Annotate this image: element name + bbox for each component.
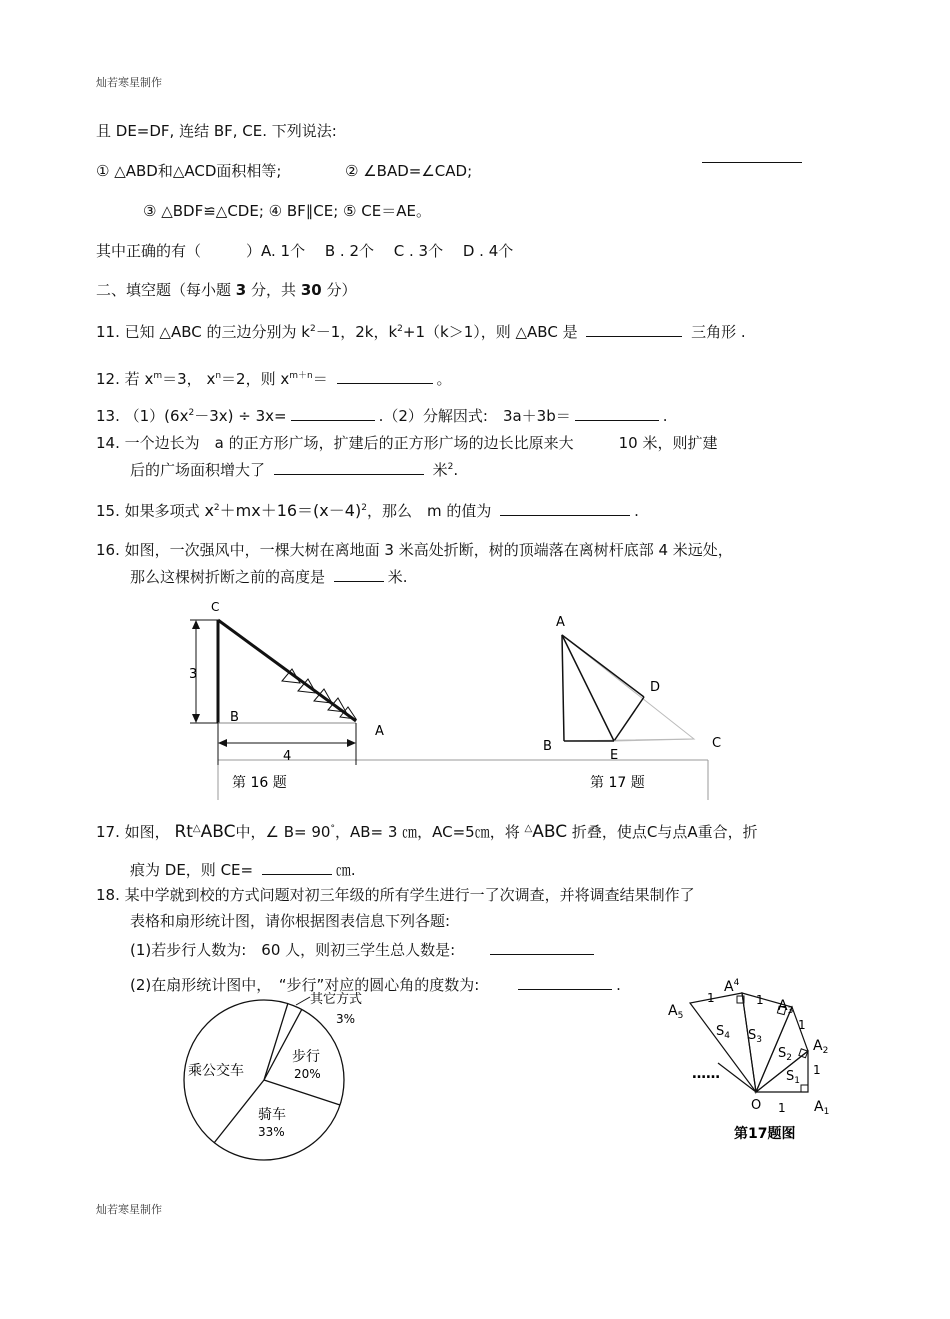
- fig17-side-ab: [562, 635, 564, 741]
- q10-statement-3: ③ △BDF≌△CDE; ④ BF∥CE; ⑤ CE＝AE。: [143, 202, 431, 220]
- spiral-area-s4: $S_4$: [716, 1024, 730, 1041]
- q10-statement-2: ② ∠BAD=∠CAD;: [345, 162, 473, 180]
- spiral-caption: 第17题图: [734, 1126, 796, 1142]
- fig16-diagram: [189, 600, 384, 791]
- spiral-area-s2: $S_2$: [778, 1046, 792, 1063]
- fig16-caption: 第 16 题: [232, 775, 287, 791]
- spiral-unit-3: 1: [798, 1018, 806, 1032]
- fig16-label-height: 3: [189, 667, 198, 682]
- q18-line2: 表格和扇形统计图，请你根据图表信息下列各题:: [130, 912, 451, 930]
- header-watermark: 灿若寒星制作: [96, 76, 162, 89]
- q16-blank: [334, 567, 384, 582]
- q16-line2: 那么这棵树折断之前的高度是 米.: [130, 568, 408, 586]
- q17-blank: [262, 860, 332, 875]
- spiral-unit-5: 1: [707, 991, 715, 1005]
- spiral-unit-1: 1: [778, 1101, 786, 1115]
- fig16-arrow-up: [192, 620, 200, 629]
- q12: 12. 若 $x^m=3$， $x^n=2$，则 $x^{m+n}=$ 。: [96, 370, 452, 388]
- pie-pct-walk: 20%: [294, 1067, 321, 1081]
- spiral-unit-2: 1: [813, 1063, 821, 1077]
- fig17-label-a: A: [556, 615, 565, 630]
- fig16-broken-top: [218, 620, 356, 721]
- spiral-label-a5: $A_5$: [668, 1003, 684, 1021]
- spiral-label-a2: $A_2$: [813, 1038, 829, 1056]
- pie-divider: [264, 1080, 340, 1105]
- q18-part2: (2)在扇形统计图中， “步行”对应的圆心角的度数为: .: [130, 976, 621, 994]
- pie-label-walk: 步行: [292, 1049, 320, 1065]
- spiral-area-s1: $S_1$: [786, 1069, 800, 1086]
- q13: 13. $(1)(6x^2-3x) \div 3x= .(2)$分解因式: 3a＋3b＝ .: [96, 407, 668, 425]
- pie-pct-bike: 33%: [258, 1125, 285, 1139]
- spiral-ellipsis: ……: [692, 1066, 720, 1082]
- pie-label-other: 其它方式: [310, 992, 363, 1007]
- fig16-arrow-down: [192, 714, 200, 723]
- spiral-label-a4: $A^4$: [724, 978, 740, 995]
- spiral-area-s3: $S_3$: [748, 1028, 762, 1045]
- q13-blank-1: [291, 406, 375, 421]
- q15: 15. 如果多项式 $x^2+mx+16=(x-4)^2$，那么 m 的值为 .: [96, 501, 639, 520]
- fig16-arrow-left: [218, 739, 227, 747]
- q11: 11. 已知 △ABC 的三边分别为 $k^2-1$，2k，$k^2+1(k>1)$，则 △ABC 是 三角形 .: [96, 323, 746, 341]
- q10-statement-1: ① △ABD和△ACD面积相等;: [96, 162, 282, 180]
- q17-line1: 17. 如图， Rt△ABC中，∠ B= 90°，AB= 3 ㎝，AC=5㎝，将 △ABC 折叠，使点C与点A重合，折: [96, 822, 758, 842]
- fig16-label-c: C: [211, 600, 220, 614]
- pie-pct-other: 3%: [336, 1012, 356, 1026]
- pie-chart: [184, 991, 362, 1160]
- pie-leader-line: [296, 997, 310, 1005]
- q15-blank: [500, 501, 630, 516]
- q14-blank: [274, 460, 424, 475]
- q14-line2: 后的广场面积增大了 米$^2$.: [130, 461, 459, 479]
- fig17-side-ae: [562, 635, 614, 741]
- triangle-icon: △: [192, 823, 201, 834]
- spiral-label-o: O: [751, 1098, 762, 1113]
- fig16-arrow-right: [347, 739, 356, 747]
- fig17-caption: 第 17 题: [590, 775, 645, 791]
- fig17-side-ad: [562, 635, 644, 697]
- q10-line1: 且 DE=DF, 连结 BF, CE. 下列说法:: [96, 122, 337, 140]
- fig17-diagram: [543, 615, 721, 791]
- fig16-label-a: A: [375, 724, 384, 739]
- spiral-label-a1: $A_1$: [814, 1099, 830, 1117]
- figures-16-17: [0, 595, 950, 805]
- q10-options: 其中正确的有（ ）A. 1个 B . 2个 C . 3个 D . 4个: [96, 242, 514, 260]
- footer-watermark: 灿若寒星制作: [96, 1203, 162, 1216]
- pie-divider: [214, 1080, 264, 1143]
- q18-part1: (1)若步行人数为: 60 人，则初三学生总人数是:: [130, 940, 598, 959]
- pie-label-bike: 骑车: [258, 1107, 286, 1123]
- fig16-branch: [282, 669, 300, 683]
- fig16-label-b: B: [230, 710, 239, 725]
- fig17-label-c: C: [712, 736, 722, 751]
- q14-line1: 14. 一个边长为 a 的正方形广场，扩建后的正方形广场的边长比原来大 10 米，则扩建: [96, 434, 718, 452]
- q12-blank: [337, 369, 433, 384]
- fig16-branch: [340, 707, 356, 719]
- q10-answer-blank: [702, 162, 802, 163]
- spiral-diagram: [668, 978, 829, 1142]
- triangle-icon: △: [524, 823, 533, 834]
- q17-line2: 痕为 DE，则 CE= ㎝.: [130, 861, 356, 879]
- fig17-label-e: E: [610, 748, 619, 763]
- fig17-fold-de: [614, 697, 644, 741]
- right-angle-mark: [801, 1085, 808, 1092]
- q13-blank-2: [575, 406, 659, 421]
- fig17-label-d: D: [650, 680, 661, 695]
- pie-label-bus: 乘公交车: [188, 1063, 244, 1079]
- fig16-label-width: 4: [283, 749, 292, 764]
- spiral-label-a3: $A_3$: [778, 998, 794, 1016]
- fig17-label-b: B: [543, 739, 552, 754]
- q18-line1: 18. 某中学就到校的方式问题对初三年级的所有学生进行一了次调查，并将调查结果制作了: [96, 886, 695, 904]
- figures-18: [0, 975, 950, 1175]
- spiral-unit-4: 1: [756, 993, 764, 1007]
- q11-blank: [586, 322, 682, 337]
- q16-line1: 16. 如图，一次强风中，一棵大树在离地面 3 米高处折断，树的顶端落在离树杆底部 4 米远处，: [96, 541, 733, 559]
- section-title: 二、填空题（每小题 3 分，共 30 分）: [96, 281, 357, 299]
- q18-blank-1: [490, 940, 594, 955]
